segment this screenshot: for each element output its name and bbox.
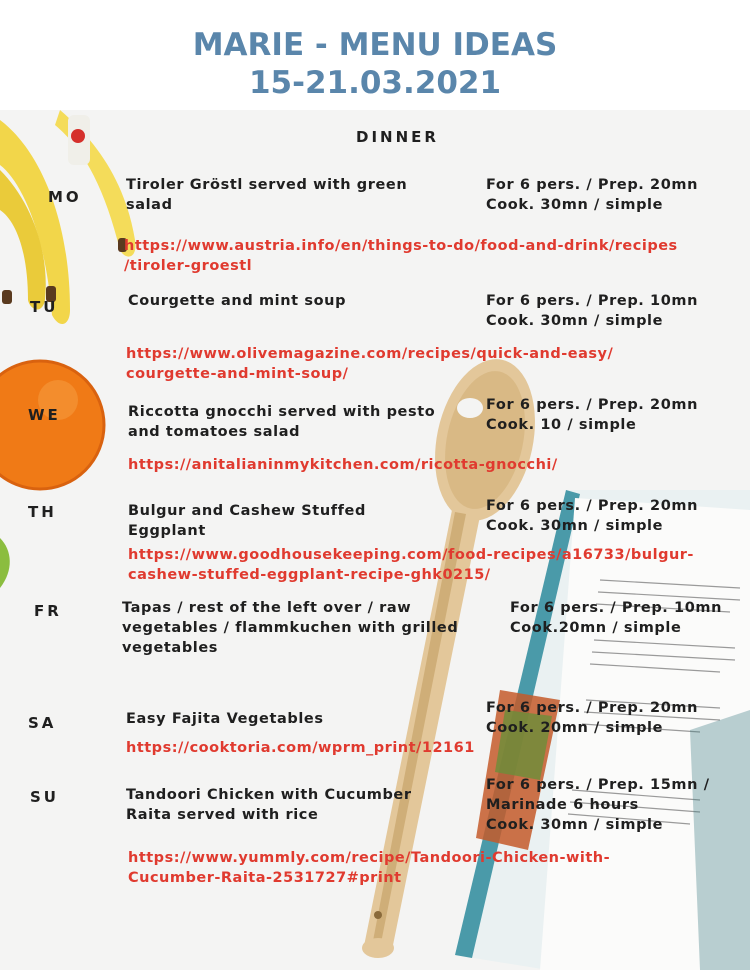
info-thursday: For 6 pers. / Prep. 20mn Cook. 30mn / simple bbox=[486, 498, 699, 534]
dish-tuesday: Courgette and mint soup bbox=[128, 293, 347, 309]
day-label-monday: MO bbox=[48, 188, 82, 206]
info-friday: For 6 pers. / Prep. 10mn Cook.20mn / simple bbox=[510, 600, 723, 636]
day-label-friday: FR bbox=[34, 602, 62, 620]
dish-saturday: Easy Fajita Vegetables bbox=[126, 711, 324, 727]
day-label-sunday: SU bbox=[30, 788, 59, 806]
page-title-line1: MARIE - MENU IDEAS bbox=[192, 27, 558, 63]
info-saturday: For 6 pers. / Prep. 20mn Cook. 20mn / simple bbox=[486, 700, 699, 736]
dish-sunday: Tandoori Chicken with Cucumber Raita served with rice bbox=[126, 787, 412, 823]
day-label-saturday: SA bbox=[28, 714, 57, 732]
day-label-tuesday: TU bbox=[30, 298, 59, 316]
recipe-link-saturday[interactable]: https://cooktoria.com/wprm_print/12161 bbox=[126, 740, 475, 756]
dish-thursday: Bulgur and Cashew Stuffed Eggplant bbox=[128, 503, 366, 539]
recipe-link-sunday[interactable]: https://www.yummly.com/recipe/Tandoori-Chicken-with- Cucumber-Raita-2531727#print bbox=[128, 850, 611, 886]
recipe-link-wednesday[interactable]: https://anitalianinmykitchen.com/ricotta-gnocchi/ bbox=[128, 457, 558, 473]
bananas-image bbox=[0, 110, 135, 324]
info-tuesday: For 6 pers. / Prep. 10mn Cook. 30mn / simple bbox=[486, 293, 699, 329]
dish-friday: Tapas / rest of the left over / raw vegetables / flammkuchen with grilled vegetables bbox=[122, 600, 459, 656]
dish-wednesday: Riccotta gnocchi served with pesto and tomatoes salad bbox=[128, 404, 436, 440]
day-label-wednesday: WE bbox=[28, 406, 61, 424]
recipe-link-thursday[interactable]: https://www.goodhousekeeping.com/food-recipes/a16733/bulgur- cashew-stuffed-eggplant-recipe-ghk0215/ bbox=[128, 547, 694, 583]
info-wednesday: For 6 pers. / Prep. 20mn Cook. 10 / simple bbox=[486, 397, 699, 433]
info-sunday: For 6 pers. / Prep. 15mn / Marinade 6 hours Cook. 30mn / simple bbox=[486, 777, 710, 833]
section-label-dinner: DINNER bbox=[356, 128, 439, 146]
orange-image bbox=[0, 361, 104, 489]
dish-monday: Tiroler Gröstl served with green salad bbox=[126, 177, 408, 213]
info-monday: For 6 pers. / Prep. 20mn Cook. 30mn / simple bbox=[486, 177, 699, 213]
recipe-link-tuesday[interactable]: https://www.olivemagazine.com/recipes/quick-and-easy/ courgette-and-mint-soup/ bbox=[126, 346, 614, 382]
day-label-thursday: TH bbox=[28, 503, 57, 521]
page-title-line2: 15-21.03.2021 bbox=[248, 65, 502, 101]
recipe-link-monday[interactable]: https://www.austria.info/en/things-to-do/food-and-drink/recipes /tiroler-groestl bbox=[124, 238, 678, 274]
